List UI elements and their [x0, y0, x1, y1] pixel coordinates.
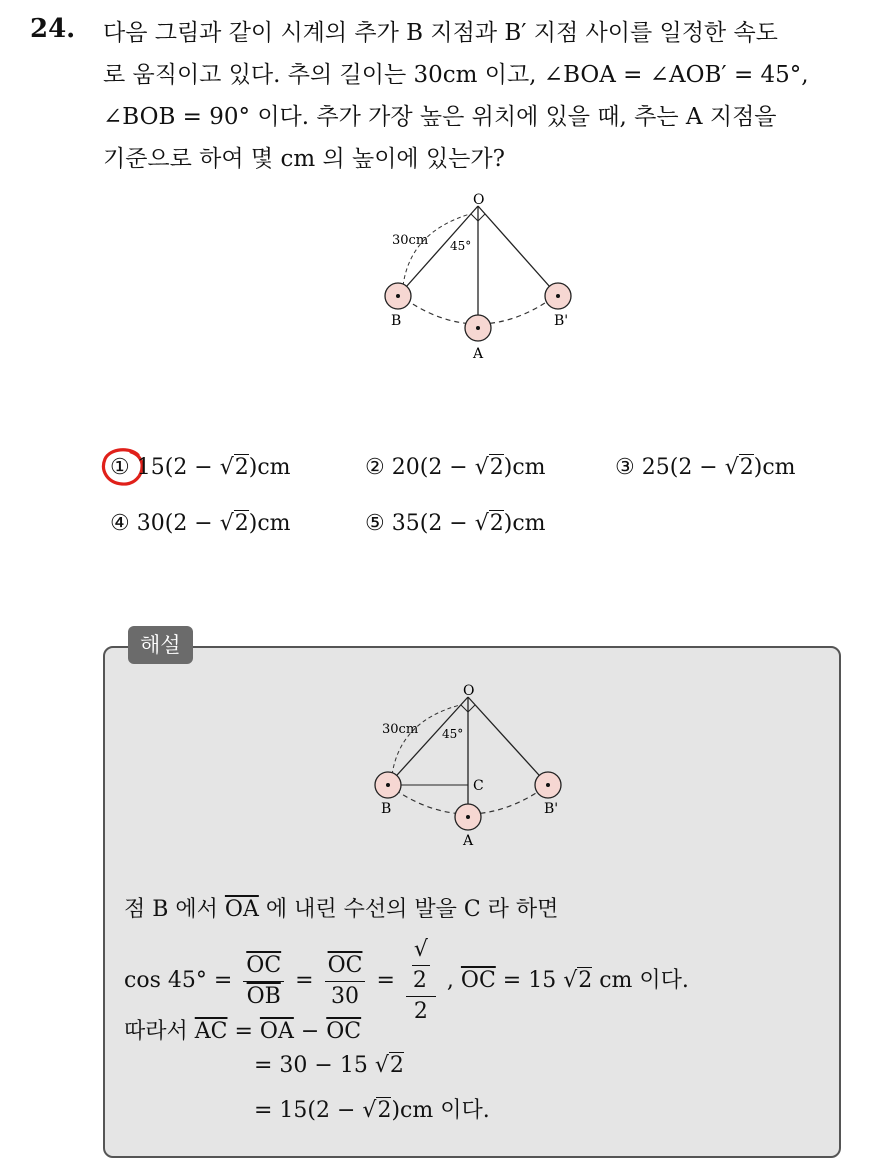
- sqrt-icon: √2: [362, 1098, 392, 1123]
- label-b: B: [391, 313, 402, 329]
- sqrt-icon: √2: [474, 511, 504, 536]
- solution-line-2: cos 45° = $\frac{\overline{OC}}{OB}$ = $\frac{\overline{OC}}{30}$ = √ 2 2 , $\overline{OC} = 15$ √2 cm 이다.: [124, 935, 689, 1027]
- choice-mark: ④: [110, 511, 130, 536]
- choice-coef: 20: [391, 455, 420, 480]
- choice-mark: ⑤: [365, 511, 385, 536]
- label-angle: 45°: [450, 239, 472, 253]
- question-line: 로 움직이고 있다. 추의 길이는 30cm 이고, ∠BOA = ∠AOB′ = 45°,: [103, 62, 809, 88]
- segment-oa: $\overline{OA}$: [259, 1019, 294, 1044]
- solution-figure: [364, 683, 584, 853]
- fraction-oc-ob: $\frac{\overline{OC}}{OB}$: [243, 951, 284, 1012]
- question-text: [103, 12, 873, 180]
- label-b: B: [381, 801, 392, 817]
- label-o: O: [473, 192, 485, 208]
- segment-oc: $\overline{OC}$: [460, 968, 496, 993]
- sqrt-icon: √2: [563, 968, 593, 993]
- pendulum-figure: [370, 192, 590, 367]
- fraction-oc-30: $\frac{\overline{OC}}{30}$: [325, 951, 366, 1012]
- question-line: ∠BOB = 90° 이다. 추가 가장 높은 위치에 있을 때, 추는 A 지점을: [103, 104, 777, 130]
- string-obp: [478, 206, 558, 296]
- sqrt-icon: √2: [724, 455, 754, 480]
- question-line: 기준으로 하여 몇 cm 의 높이에 있는가?: [103, 146, 505, 172]
- label-c: C: [473, 778, 484, 794]
- label-a: A: [463, 833, 474, 849]
- choice-5[interactable]: ⑤ 35(2 − √2)cm: [365, 511, 546, 536]
- choice-coef: 15: [136, 455, 165, 480]
- string-ob: [388, 697, 468, 785]
- label-a: A: [473, 346, 484, 362]
- sqrt-icon: √ 2: [409, 935, 433, 996]
- solution-line-4: = 30 − 15 √2: [254, 1053, 404, 1078]
- string-obp: [468, 697, 548, 785]
- sqrt-icon: √2: [474, 455, 504, 480]
- question-number: 24.: [30, 14, 76, 44]
- question-line: 다음 그림과 같이 시계의 추가 B 지점과 B′ 지점 사이를 일정한 속도: [103, 20, 778, 46]
- choice-1[interactable]: ① 15(2 − √2)cm: [110, 455, 291, 480]
- sqrt-icon: √2: [374, 1053, 404, 1078]
- solution-tag: 해설: [128, 626, 193, 664]
- choice-coef: 25: [641, 455, 670, 480]
- choice-2[interactable]: ② 20(2 − √2)cm: [365, 455, 546, 480]
- label-length: 30cm: [392, 233, 429, 248]
- segment-ac: $\overline{AC}$: [194, 1019, 228, 1044]
- label-angle: 45°: [442, 727, 464, 741]
- segment-oa: $\overline{OA}$: [224, 897, 259, 922]
- sqrt-icon: √2: [219, 511, 249, 536]
- choice-mark: ②: [365, 455, 385, 480]
- choice-coef: 30: [136, 511, 165, 536]
- fraction-root2-2: √ 2 2: [406, 935, 436, 1027]
- label-bp: B': [554, 313, 569, 329]
- label-o: O: [463, 683, 475, 699]
- solution-line-1: 점 B 에서 $\overline{OA}$ 에 내린 수선의 발을 C 라 하면: [124, 897, 559, 922]
- sqrt-icon: √2: [219, 455, 249, 480]
- choice-coef: 35: [391, 511, 420, 536]
- choice-4[interactable]: ④ 30(2 − √2)cm: [110, 511, 291, 536]
- solution-line-3: 따라서 $\overline{AC} = \overline{OA} - \overline{OC}$: [124, 1019, 362, 1044]
- choice-mark: ①: [110, 455, 130, 480]
- choice-3[interactable]: ③ 25(2 − √2)cm: [615, 455, 796, 480]
- label-length: 30cm: [382, 722, 419, 737]
- segment-oc: $\overline{OC}$: [326, 1019, 362, 1044]
- label-bp: B': [544, 801, 559, 817]
- solution-line-5: = 15(2 − √2)cm 이다.: [254, 1098, 490, 1123]
- choice-mark: ③: [615, 455, 635, 480]
